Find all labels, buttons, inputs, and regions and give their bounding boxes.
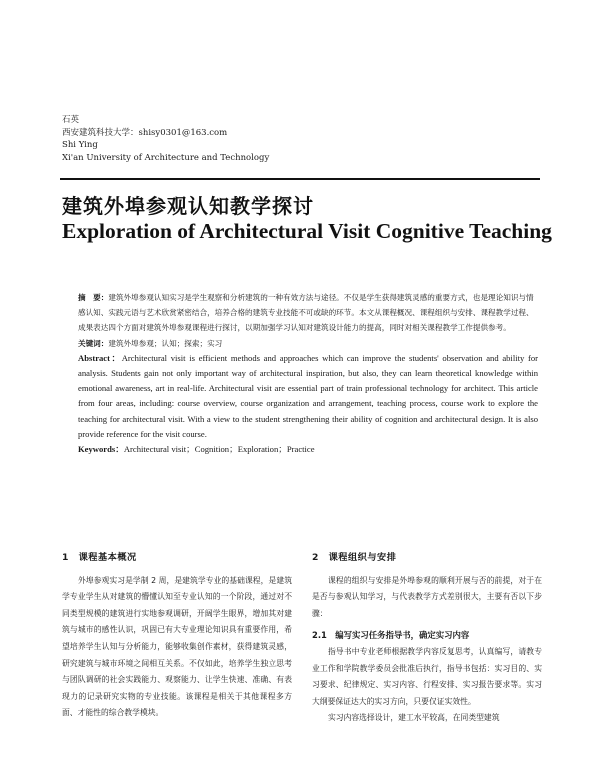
author-affiliation-en: Xi'an University of Architecture and Technology — [62, 152, 270, 163]
keywords-zh — [78, 336, 538, 351]
column-right — [312, 550, 542, 727]
keywords-en-label: Keywords： — [78, 444, 124, 455]
author-name-en: Shi Ying — [62, 140, 98, 150]
top-rule — [60, 178, 540, 180]
author-affiliation-email: 西安建筑科技大学：shisy0301@163.com — [62, 127, 228, 138]
author-block — [62, 114, 542, 164]
column-left — [62, 550, 292, 722]
title-zh: 建筑外埠参观认知教学探讨 — [62, 194, 314, 218]
keywords-en — [78, 442, 538, 457]
section2-sub-body: 指导书中专业老师根据教学内容反复思考，认真编写，请教专业工作和学院教学委员会批准后执行，指导书包括：实习目的、实习要求、纪律规定、实习内容、行程安排、实习报告要求等。实习大纲要保证达大的实习方向，只要仅证实效性。 — [312, 646, 542, 706]
keywords-en-text: Architectural visit；Cognition；Exploration；Practice — [123, 444, 315, 455]
author-name-zh: 石英 — [62, 115, 80, 125]
section2-intro: 课程的组织与安排是外埠参观的顺利开展与否的前提，对于在是否与参观认知学习，与代表教学方式差别很大，主要有否以下步骤： — [312, 575, 542, 618]
section1-heading: 1 课程基本概况 — [62, 552, 137, 563]
section2-subheading: 2.1 编写实习任务指导书，确定实习内容 — [312, 630, 470, 641]
abstract-en-text: Architectural visit is efficient methods and approaches which can improve the students' observation and ability for analysis. Students gain not only important way of architectural inspiration, but also, they can learn theoretical knowledge within emotional awareness, art in real-life. Architectural visit are essential part of train professional technology for architect. This article from four areas, including: course overview, course organization and arrangement, teaching process, course work to explore the teaching for architectural visit. With a view to the student strengthening their ability of cognition and architectural design. It is also provide reference for the visit course. — [78, 352, 538, 439]
keywords-zh-text: 建筑外埠参观；认知；探索；实习 — [108, 338, 223, 348]
section2-heading: 2 课程组织与安排 — [312, 552, 397, 563]
keywords-zh-label: 关键词： — [78, 338, 109, 348]
abstract-en-label: Abstract： — [78, 352, 122, 363]
abstract-zh — [78, 290, 538, 336]
abstract-zh-text: 建筑外埠参观认知实习是学生观察和分析建筑的一种有效方法与途径。不仅是学生获得建筑灵感的重要方式，也是理论知识与情感认知、实践元语与艺术欣赏紧密结合，培养合格的建筑专业技能不可或缺的环节。本文从课程概况、课程组织与安排、课程教学过程、成果表达四个方面对建筑外埠参观课程进行探讨，以期加强学习认知对建筑设计能力的提高，同时对相关课程教学工作提供参考。 — [78, 293, 534, 333]
abstract-block — [78, 290, 538, 457]
title-en: Exploration of Architectural Visit Cognitive Teaching — [62, 219, 552, 243]
section2-last-line: 实习内容选择设计，建工水平较高，在同类型建筑 — [328, 713, 500, 723]
abstract-zh-label: 摘 要： — [78, 293, 109, 302]
section1-body: 外埠参观实习是学制 2 周，是建筑学专业的基础课程，是建筑学专业学生从对建筑的懵懂认知至专业认知的一个阶段，通过对不同类型规模的建筑进行实地参观调研，开阔学生眼界，增加其对建筑与城市的感性认识，巩固已有大专业理论知识具有重要作用，希望培养学生认知与分析能力，能够收集创作素材，获得建筑灵感，研究建筑与城市环境之间相互关系。不仅如此，培养学生独立思考与团队调研的社会实践能力、观察能力、让学生快速、准确、有表现力的记录研究实物的专业技能。该课程是相关于其他课程多方面、才能性的综合教学模块。 — [62, 575, 292, 718]
abstract-en — [78, 351, 538, 442]
